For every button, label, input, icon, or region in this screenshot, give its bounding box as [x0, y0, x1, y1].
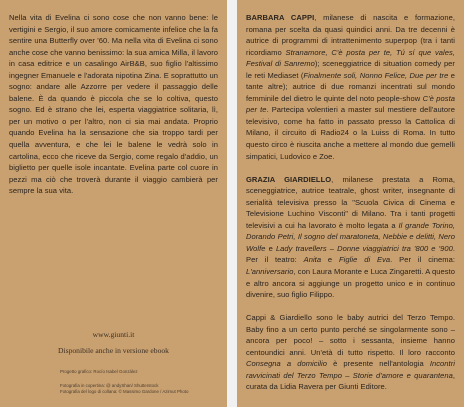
bio-text: , con Laura Morante e Luca Zingaretti. A questo e altro ancora si aggiunge un progetto unico e in continuo divenire, suo figlio Filippo.: [246, 266, 455, 300]
photo-credit-cover: Fotografia in copertina: @ andyShan/ Shutterstock: [60, 383, 159, 388]
bio-title: Stranamore, C'è posta per te, Tú sí que vales, Festival di Sanremo: [246, 47, 455, 69]
bio-text: è presente nell'antologia: [327, 359, 430, 369]
bio-text: . Partecipa volentieri a master sul mestiere dell'autore televisivo, come ha fatto in passato presso la Cattolica di Milano, il circuito di Radio24 o la Luiss di Roma. In tutto questo circo è riuscita anche a mettere al mondo due gemelli simpatici, Ludovico e Zoe.: [246, 105, 455, 161]
bio-text: , milanese di nascita e formazione, romana per scelta da quasi quindici anni. Da tre decenni è autrice di programmi di intrattenimento superpop (tra i tanti ricordiamo: [246, 13, 455, 57]
bio-text: . Per il teatro:: [246, 243, 455, 265]
bio-text: e tante altre); autrice di due romanzi incentrati sul mondo femminile del dietro le quinte del noto people-show: [246, 70, 455, 103]
flap-gutter: [227, 0, 237, 407]
bio-text: Cappi & Giardiello sono le baby autrici del Terzo Tempo. Baby fino a un certo punto perché se singolarmente sono – ancora per poco! – sotto i sessanta, insieme hanno centoundici anni. Un'età di tutto rispetto. Il loro racconto: [246, 313, 455, 357]
bio-text: e: [265, 243, 276, 253]
photo-credits: [60, 383, 188, 395]
bio-title: Anita: [303, 255, 322, 265]
bio-title: Consegna a domicilio: [246, 359, 328, 369]
bio-title: Incontri ravvicinati del Terzo Tempo – Storie d'amore e quarantena: [246, 359, 455, 380]
bio-grazia-giardiello: [246, 174, 455, 301]
bio-text: . Per il cinema:: [390, 255, 455, 265]
author-name: GRAZIA GIARDIELLO: [246, 174, 332, 184]
synopsis-paragraph: Nella vita di Evelina ci sono cose che non vanno bene: le vertigini e Sergio, il suo amore comicamente infelice che la fa sentire una Butterfly over '60. Ma nella vita di Evelina ci sono anche cose che vanno benissimo: la sua amica Milla, il lavoro in casa editrice e un casalingo AirB&B, suo figlio l'altissimo ingegner Emanuele e l'adorata nipotina Zina. E soprattutto un sogno: andare alle Azzorre per vedere il passaggio delle balene. È da quando è piccola che se lo coltiva, questo sogno. Ed è strano che lei, esperta viaggiatrice solitaria, lì, per un motivo o per l'altro, non ci sia mai andata. Proprio quando Evelina ha la sensazione che sia troppo tardi per quella avventura, e che lei le balene le vedrà solo in cartolina, ecco che riceve da Sergio, come regalo d'addio, un biglietto per quelle isole incantate. Evelina parte col cuore in pezzi ma ciò che troverà durante il viaggio cambierà per sempre la sua vita.: [9, 13, 219, 196]
publisher-website: www.giunti.it: [92, 330, 135, 339]
bio-title: Finalmente soli, Nonno Felice, Due per tre: [303, 70, 449, 80]
author-name: BARBARA CAPPI: [246, 13, 315, 22]
bio-text: , curata da Lidia Ravera per Giunti Editore.: [246, 370, 455, 392]
bio-barbara-cappi: [246, 12, 455, 162]
bio-title: Lady travellers – Donne viaggiatrici tra '800 e '900: [275, 243, 453, 253]
bio-title: Figlie di Eva: [339, 255, 391, 265]
bio-joint: [246, 312, 455, 393]
bio-title: Il grande Torino, Dorando Petri, Il sogno del maratoneta, Nebbie e delitti, Nero Wolfe: [246, 220, 455, 253]
bio-title: L'anniversario: [246, 266, 294, 276]
right-flap: [237, 0, 464, 407]
bio-text: e: [321, 255, 340, 265]
bio-text: ); sceneggiatrice di situation comedy per le reti Mediaset (: [246, 59, 455, 80]
graphic-credit: Progetto grafico: Rocío Isabel González: [60, 369, 138, 374]
photo-credit-logo: Fotografia del logo di collana: © Massimo Gardone / Azimut Photo: [60, 389, 189, 395]
ebook-notice: Disponibile anche in versione ebook: [58, 346, 169, 355]
bio-title: C'è posta per te: [246, 93, 455, 115]
bio-text: , milanese prestata a Roma, sceneggiatrice, autrice teatrale, ghost writer, insegnante di serialità televisiva presso la "Scuola Civica di Cinema e Televisione Luchino Visconti" di Milano. Tra i tanti progetti televisivi a cui ha lavorato è molto legata a: [246, 174, 456, 230]
